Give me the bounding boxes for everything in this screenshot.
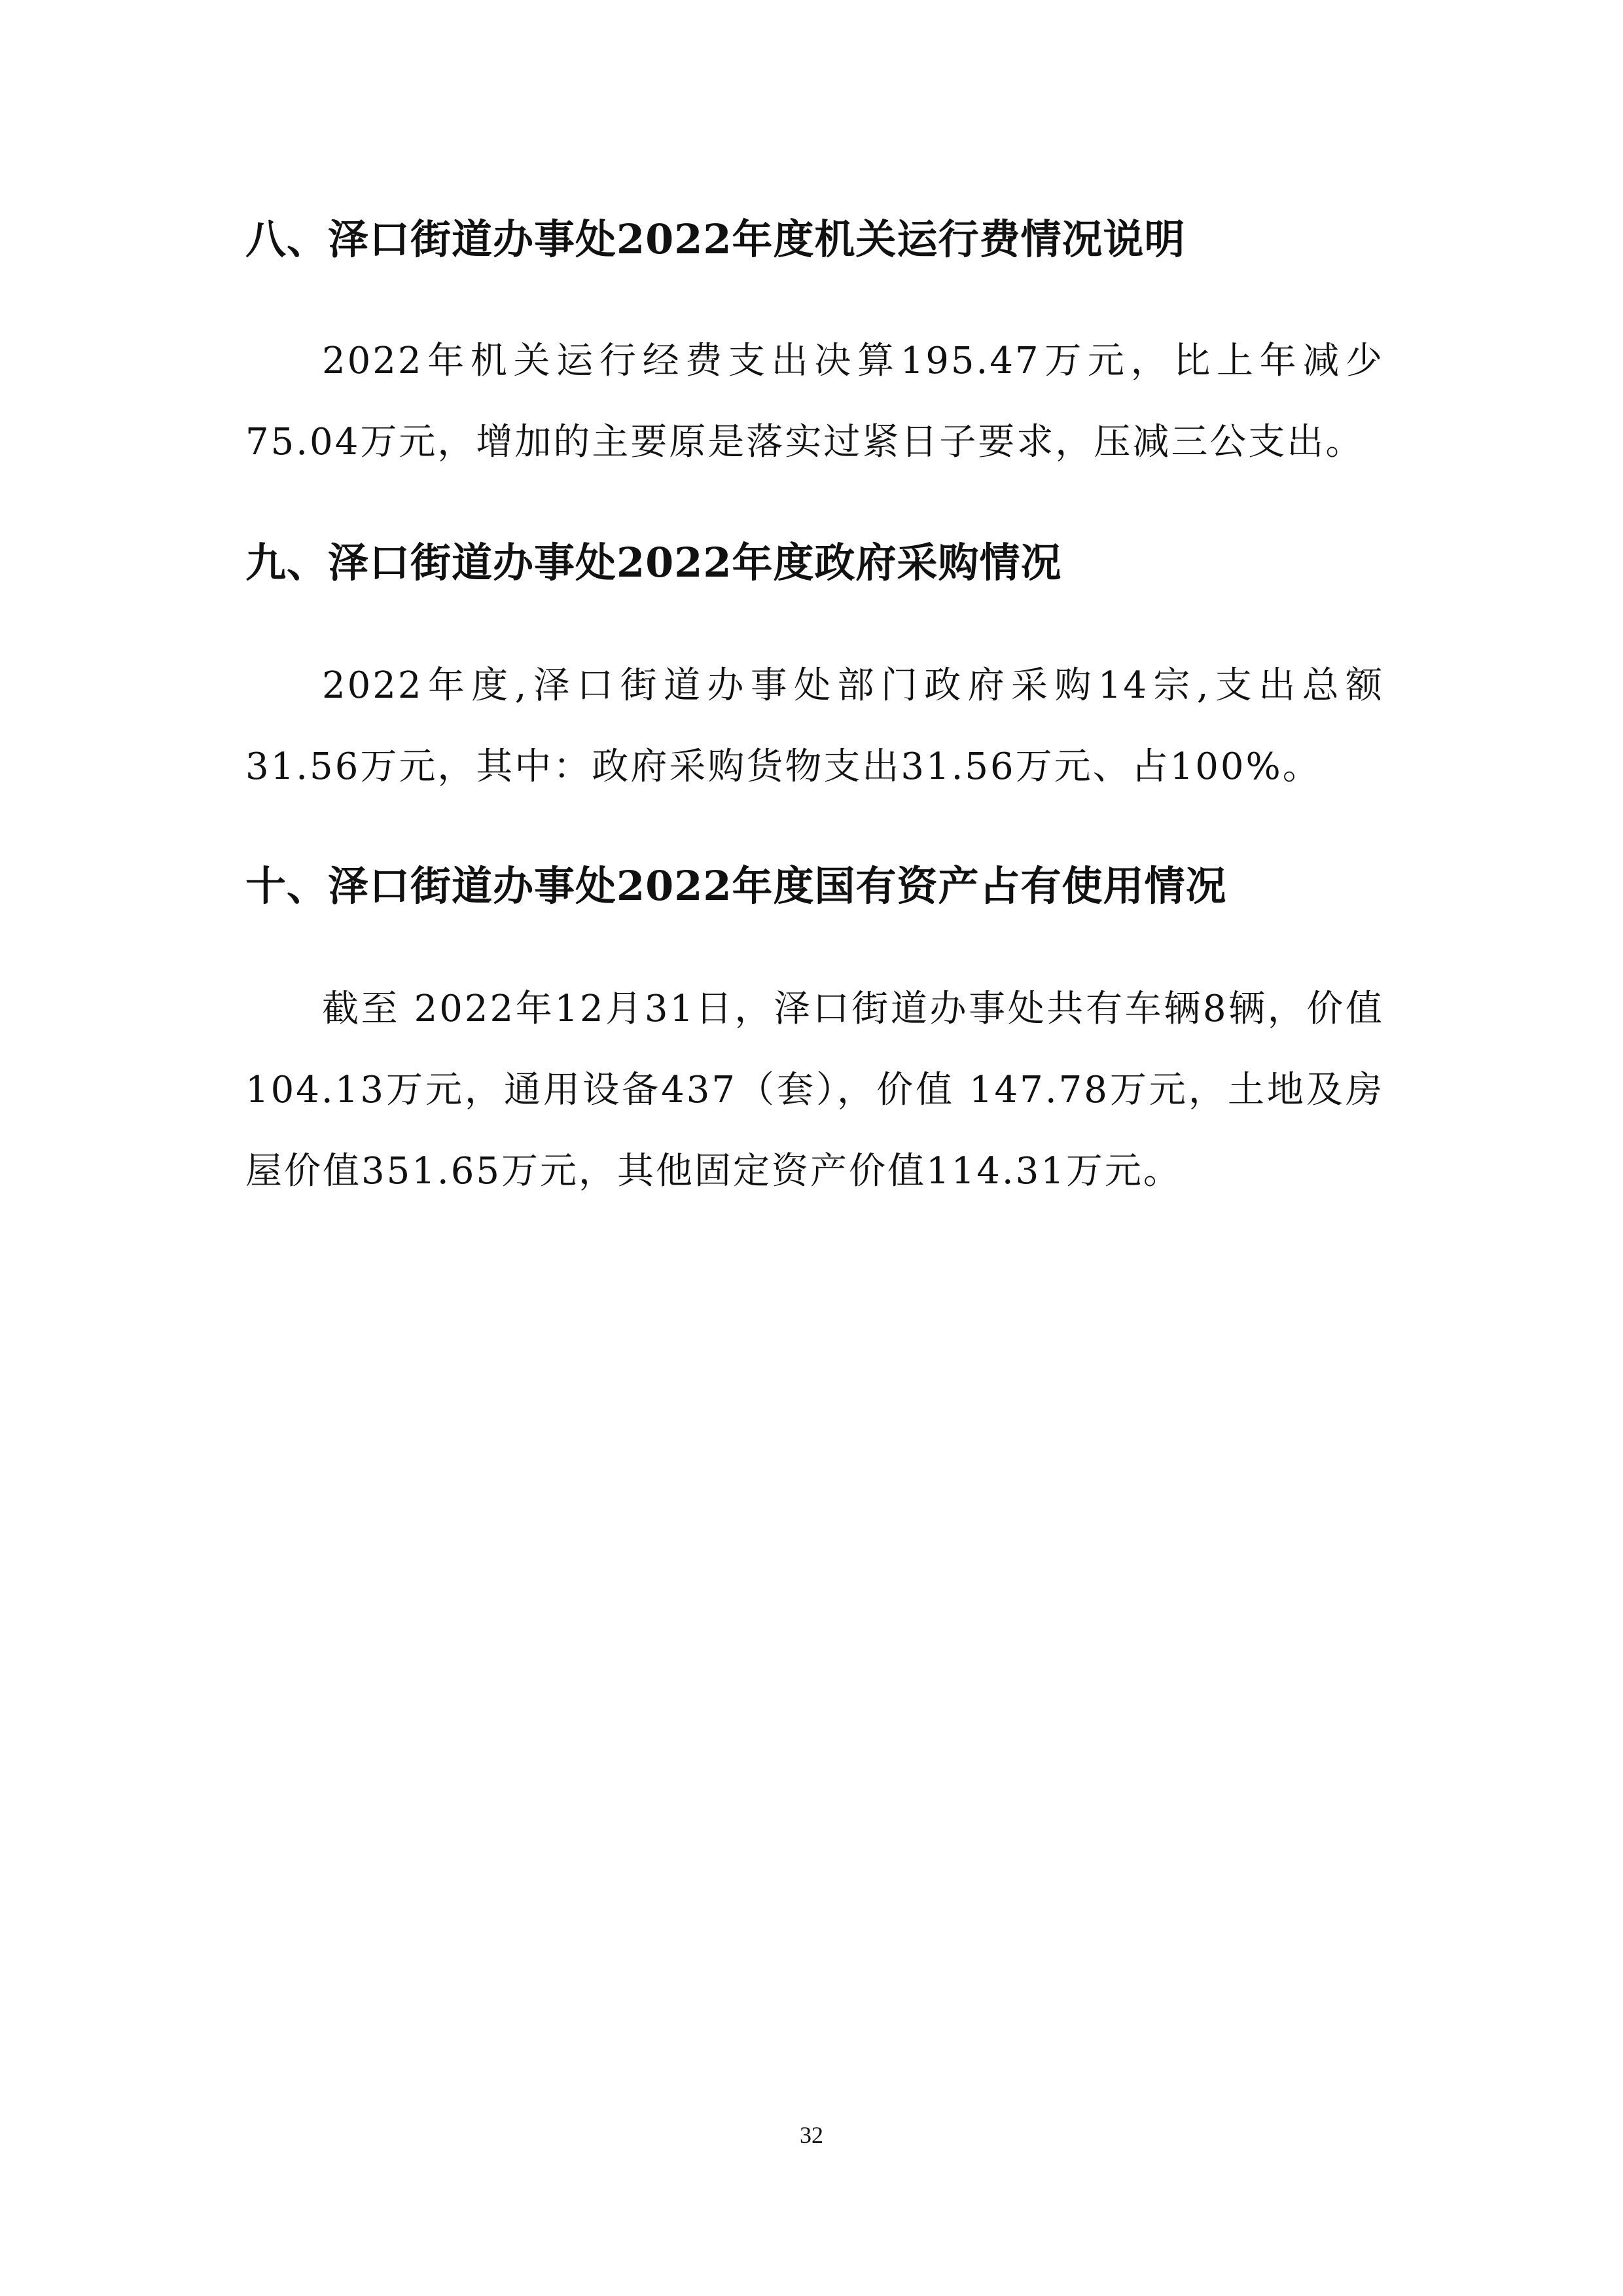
- page-number: 32: [800, 2122, 823, 2148]
- section-body-9: 2022年度,泽口街道办事处部门政府采购14宗,支出总额31.56万元，其中：政府采购货物支出31.56万元、占100%。: [245, 664, 1384, 788]
- section-body-10: 截至 2022年12月31日，泽口街道办事处共有车辆8辆，价值104.13万元，通用设备437（套），价值 147.78万元，土地及房屋价值351.65万元，其他固定资产价值114.31万元。: [245, 988, 1384, 1193]
- section-heading-10: 十、泽口街道办事处2022年度国有资产占有使用情况: [245, 862, 1227, 910]
- section-heading-8: 八、泽口街道办事处2022年度机关运行费情况说明: [245, 215, 1186, 263]
- section-body-8: 2022年机关运行经费支出决算195.47万元，比上年减少75.04万元，增加的主要原是落实过紧日子要求，压减三公支出。: [245, 340, 1384, 463]
- section-heading-9: 九、泽口街道办事处2022年度政府采购情况: [245, 539, 1062, 586]
